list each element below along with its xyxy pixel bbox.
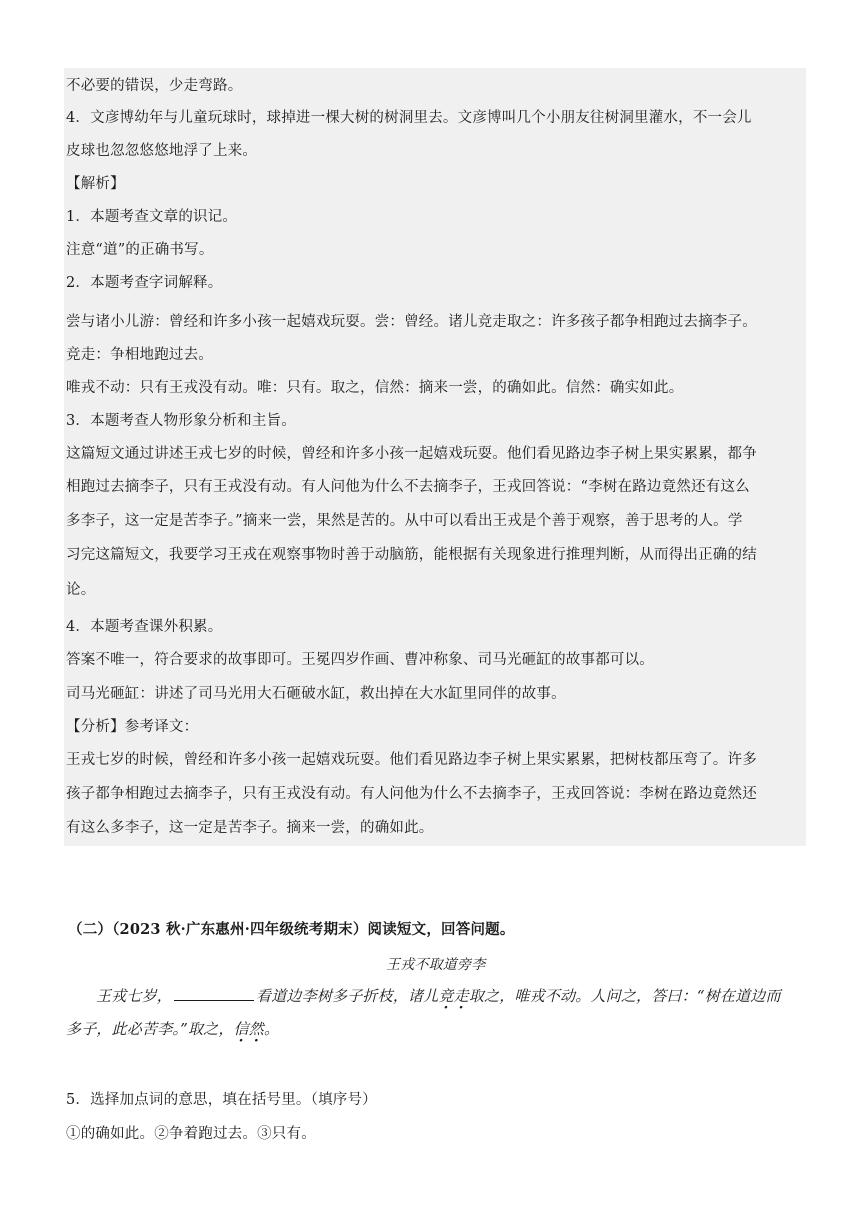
question-5-prompt: 5．选择加点词的意思，填在括号里。（填序号） <box>66 1092 377 1108</box>
analysis-line: 司马光砸缸：讲述了司马光用大石砸破水缸，救出掉在大水缸里同伴的故事。 <box>66 686 566 702</box>
analysis-line: 【分析】参考译文： <box>66 719 199 735</box>
analysis-line: 皮球也忽忽悠悠地浮了上来。 <box>66 143 258 159</box>
analysis-line: 1．本题考查文章的识记。 <box>66 209 238 225</box>
passage-text: 多子，此必苦李。”取之， <box>66 1020 234 1038</box>
analysis-line: 2．本题考查字词解释。 <box>66 275 223 291</box>
passage-text: 。 <box>263 1020 280 1038</box>
analysis-line: 这篇短文通过讲述王戎七岁的时候，曾经和许多小孩一起嬉戏玩耍。他们看见路边李子树上果实累累，都争 <box>66 446 757 462</box>
analysis-line: 注意“道”的正确书写。 <box>66 242 214 258</box>
section-heading: （二）（2023 秋·广东惠州·四年级统考期末）阅读短文，回答问题。 <box>68 921 515 938</box>
passage-line-2 <box>66 1019 279 1039</box>
analysis-line: 论。 <box>66 582 96 598</box>
analysis-line: 有这么多李子，这一定是苦李子。摘来一尝，的确如此。 <box>66 820 434 836</box>
analysis-line: 相跑过去摘李子，只有王戎没有动。有人问他为什么不去摘李子，王戎回答说：“李树在路边竟然还有这么 <box>66 479 750 495</box>
analysis-line: 王戎七岁的时候，曾经和许多小孩一起嬉戏玩耍。他们看见路边李子树上果实累累，把树枝都压弯了。许多 <box>66 752 757 768</box>
analysis-line: 4．文彦博幼年与儿童玩球时，球掉进一棵大树的树洞里去。文彦博叫几个小朋友往树洞里灌水，不一会儿 <box>66 110 752 126</box>
dotted-word-zou: 走 <box>453 987 469 1005</box>
passage-title: 王戎不取道旁李 <box>386 957 486 973</box>
dotted-word-jing: 竞 <box>438 987 454 1005</box>
passage-text: 看道边李树多子折枝，诸儿 <box>256 987 439 1005</box>
analysis-line: 4．本题考查课外积累。 <box>66 619 223 635</box>
passage-text: 王戎七岁， <box>96 987 173 1005</box>
answer-blank[interactable] <box>174 986 254 1001</box>
analysis-line: 唯戎不动：只有王戎没有动。唯：只有。取之，信然：摘来一尝，的确如此。信然：确实如此。 <box>66 380 684 396</box>
analysis-line: 答案不唯一，符合要求的故事即可。王冕四岁作画、曹冲称象、司马光砸缸的故事都可以。 <box>66 652 654 668</box>
analysis-line: 孩子都争相跑过去摘李子，只有王戎没有动。有人问他为什么不去摘李子，王戎回答说：李树在路边竟然还 <box>66 786 757 802</box>
analysis-line: 习完这篇短文，我要学习王戎在观察事物时善于动脑筋，能根据有关现象进行推理判断，从而得出正确的结 <box>66 547 757 563</box>
passage-text: 取之，唯戎不动。人问之，答曰：“树在道边而 <box>468 987 781 1005</box>
analysis-line: 多李子，这一定是苦李子。”摘来一尝，果然是苦的。从中可以看出王戎是个善于观察，善于思考的人。学 <box>66 513 743 529</box>
passage-line-1 <box>96 986 781 1006</box>
question-5-options: ①的确如此。②争着跑过去。③只有。 <box>66 1126 316 1142</box>
analysis-line: 尝与诸小儿游：曾经和许多小孩一起嬉戏玩耍。尝：曾经。诸儿竞走取之：许多孩子都争相跑过去摘李子。 <box>66 314 757 330</box>
analysis-line: 3．本题考查人物形象分析和主旨。 <box>66 413 296 429</box>
analysis-line: 竞走：争相地跑过去。 <box>66 347 213 363</box>
dotted-word-xin: 信 <box>233 1020 249 1038</box>
analysis-line: 不必要的错误，少走弯路。 <box>66 78 243 94</box>
analysis-line: 【解析】 <box>66 176 125 192</box>
dotted-word-ran: 然 <box>248 1020 264 1038</box>
